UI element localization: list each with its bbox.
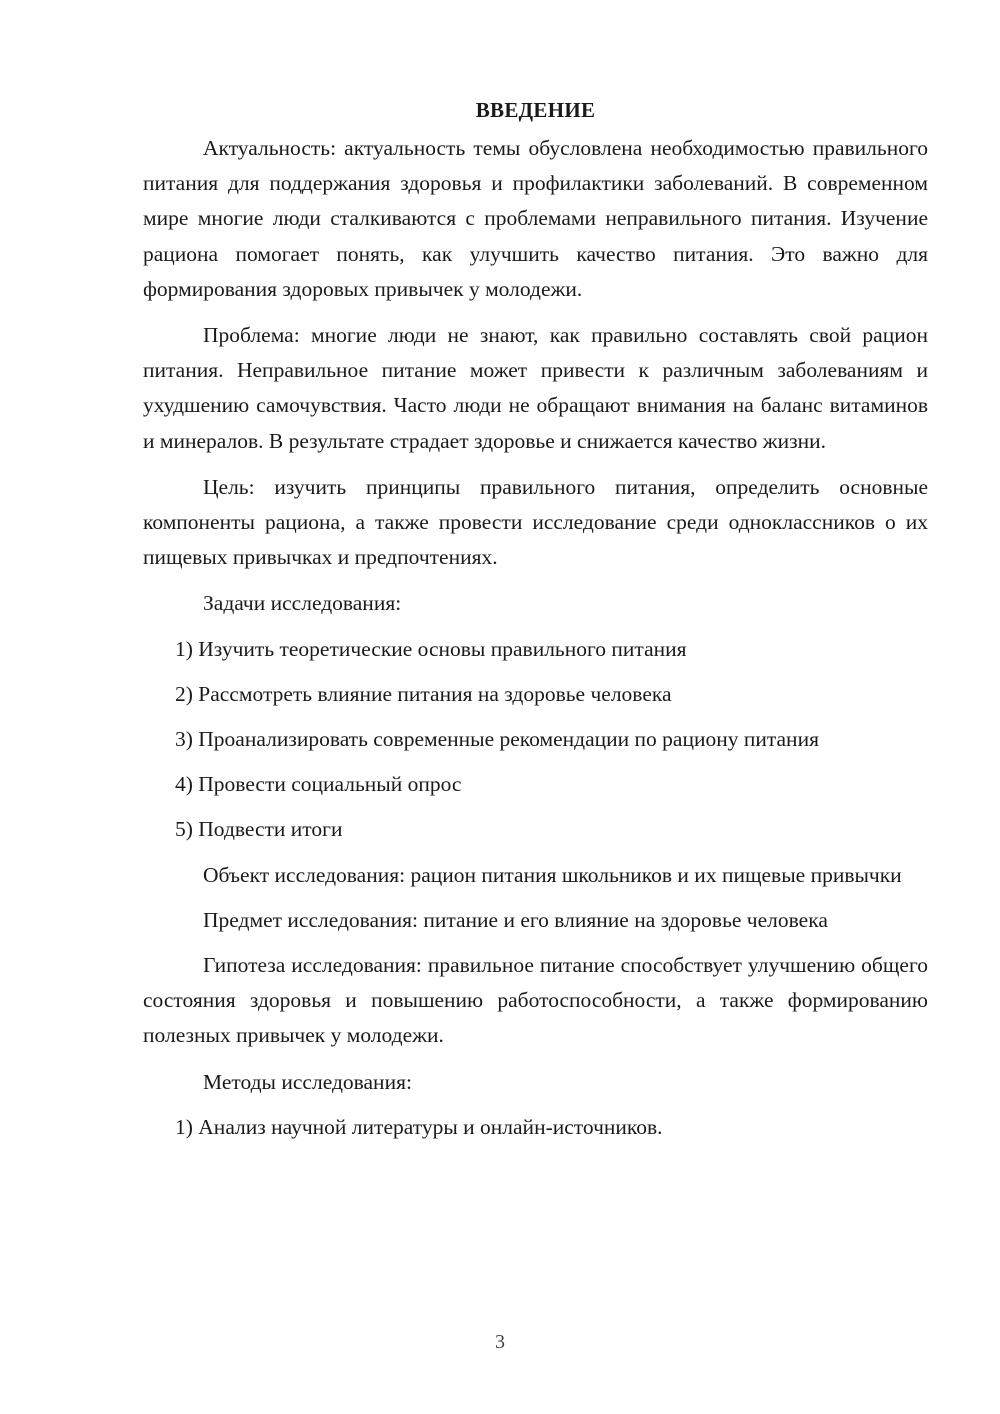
problem-paragraph: Проблема: многие люди не знают, как правильно составлять свой рацион питания. Неправильное питание может привести к различным заболеваниям и ухудшению самочувствия. Часто люди не обращают внимания на баланс витаминов и минералов. В результате страдает здоровье и снижается качество жизни.	[143, 323, 928, 453]
list-item: 3) Проанализировать современные рекомендации по рациону питания	[175, 727, 819, 752]
document-page	[143, 92, 928, 1155]
section-title: ВВЕДЕНИЕ	[475, 98, 596, 122]
tasks-heading: Задачи исследования:	[203, 591, 402, 616]
list-item: 1) Изучить теоретические основы правильного питания	[175, 636, 687, 661]
methods-list	[143, 1110, 928, 1145]
object-paragraph: Объект исследования: рацион питания школьников и их пищевые привычки	[203, 862, 902, 887]
page-number: 3	[495, 1331, 505, 1353]
list-item: 4) Провести социальный опрос	[175, 772, 462, 797]
methods-heading: Методы исследования:	[203, 1069, 412, 1094]
list-item: 1) Анализ научной литературы и онлайн-источников.	[175, 1114, 663, 1139]
tasks-list	[143, 632, 928, 848]
hypothesis-paragraph: Гипотеза исследования: правильное питание способствует улучшению общего состояния здоровья и повышению работоспособности, а также формированию полезных привычек у молодежи.	[143, 953, 928, 1048]
list-item: 2) Рассмотреть влияние питания на здоровье человека	[175, 681, 672, 706]
list-item: 5) Подвести итоги	[175, 817, 343, 842]
relevance-paragraph: Актуальность: актуальность темы обусловлена необходимостью правильного питания для поддержания здоровья и профилактики заболеваний. В современном мире многие люди сталкиваются с проблемами неправильного питания. Изучение рациона помогает понять, как улучшить качество питания. Это важно для формирования здоровых привычек у молодежи.	[143, 136, 928, 301]
goal-paragraph: Цель: изучить принципы правильного питания, определить основные компоненты рациона, а также провести исследование среди одноклассников о их пищевых привычках и предпочтениях.	[143, 474, 928, 570]
subject-paragraph: Предмет исследования: питание и его влияние на здоровье человека	[203, 907, 828, 932]
